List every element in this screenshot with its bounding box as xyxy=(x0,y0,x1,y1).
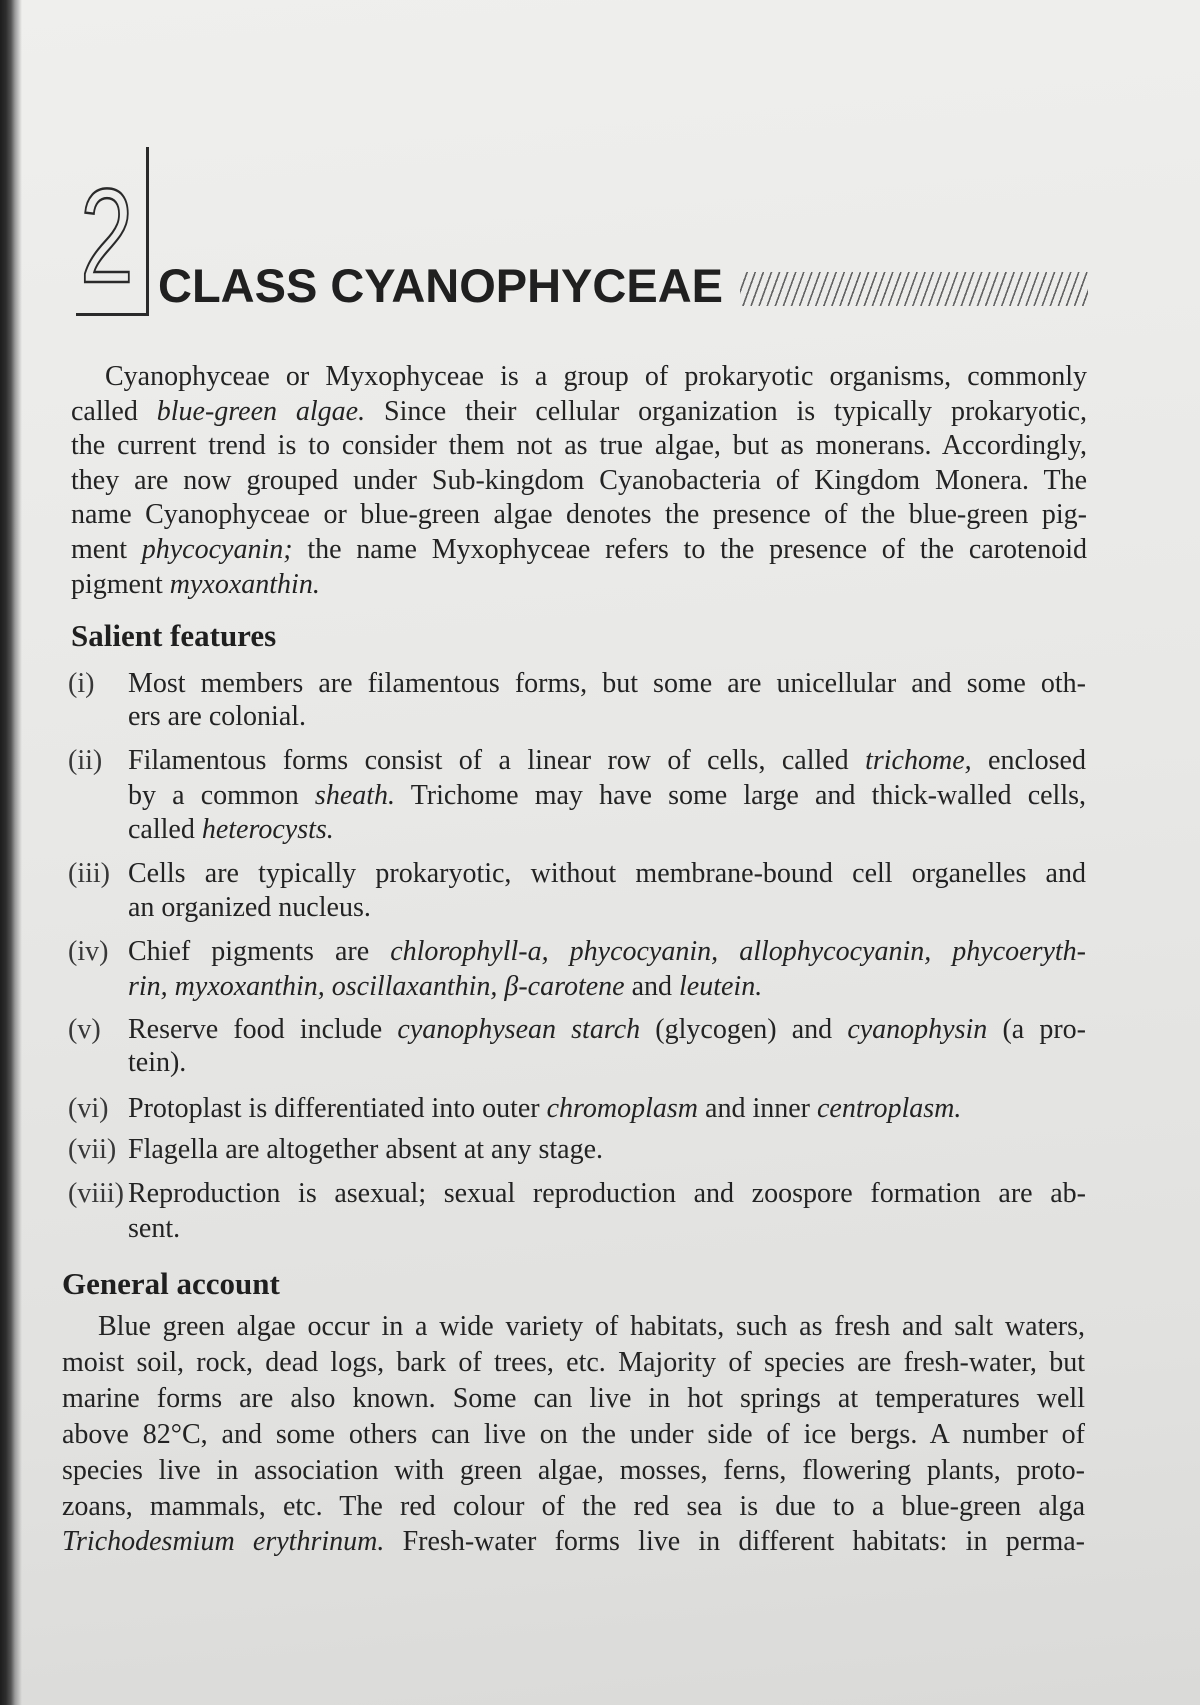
feature-line xyxy=(128,1211,1086,1246)
text-run: Trichome may have some large and thick-walled cells, xyxy=(395,780,1086,811)
feature-label: (vi) xyxy=(68,1093,109,1124)
italic-term: sheath. xyxy=(314,780,396,811)
feature-line xyxy=(128,1091,1086,1126)
text-run: called xyxy=(128,814,202,845)
text-run: above 82°C, and some others can live on the under side of ice bergs. A number of xyxy=(62,1419,1085,1450)
italic-term: blue-green algae. xyxy=(156,396,366,427)
text-run: Filamentous forms consist of a linear row of cells, called xyxy=(128,745,866,776)
feature-line xyxy=(128,1045,1086,1080)
feature-line xyxy=(128,969,1086,1004)
italic-term: chromoplasm xyxy=(546,1093,699,1124)
feature-line xyxy=(128,1176,1086,1211)
general-account-line xyxy=(62,1345,1085,1380)
feature-line xyxy=(128,856,1086,891)
text-run: Most members are filamentous forms, but some are unicellular and some oth- xyxy=(128,668,1086,699)
section-heading-salient-features: Salient features xyxy=(71,618,277,653)
text-run: Fresh-water forms live in different habitats: in perma- xyxy=(384,1526,1085,1557)
intro-line xyxy=(71,497,1087,532)
italic-term: rin, myxoxanthin, oscillaxanthin, β-carotene xyxy=(128,971,625,1002)
chapter-number-vertical-rule xyxy=(146,147,149,316)
general-account-line xyxy=(62,1489,1085,1524)
text-run: ment xyxy=(71,534,142,565)
feature-label: (ii) xyxy=(68,745,103,776)
italic-term: phycocyanin; xyxy=(141,534,293,565)
italic-term: leutein. xyxy=(679,971,763,1002)
feature-label: (vii) xyxy=(68,1134,117,1165)
text-run: Cyanophyceae or Myxophyceae is a group of prokaryotic organisms, commonly xyxy=(105,361,1087,392)
feature-label: (viii) xyxy=(68,1178,124,1209)
text-run: (a pro- xyxy=(987,1014,1086,1045)
text-run: Chief pigments are xyxy=(128,936,391,967)
italic-term: myxoxanthin. xyxy=(169,569,320,600)
italic-term: chlorophyll-a, phycocyanin, allophycocyanin, phycoeryth- xyxy=(390,936,1086,967)
italic-term: cyanophysin xyxy=(847,1014,988,1045)
text-run: Protoplast is differentiated into outer xyxy=(128,1093,547,1124)
text-run: they are now grouped under Sub-kingdom Cyanobacteria of Kingdom Monera. The xyxy=(71,465,1087,496)
text-run: Since their cellular organization is typically prokaryotic, xyxy=(365,396,1087,427)
general-account-line xyxy=(62,1381,1085,1416)
feature-line xyxy=(128,743,1086,778)
text-run: species live in association with green algae, mosses, ferns, flowering plants, proto- xyxy=(62,1455,1085,1486)
italic-term: trichome, xyxy=(865,745,972,776)
text-run: the current trend is to consider them not as true algae, but as monerans. Accordingly, xyxy=(71,430,1087,461)
text-run: by a common xyxy=(128,780,315,811)
chapter-number-horizontal-rule xyxy=(76,313,149,316)
italic-term: cyanophysean starch xyxy=(397,1014,641,1045)
feature-line xyxy=(128,1012,1086,1047)
intro-line xyxy=(71,463,1087,498)
feature-line xyxy=(128,699,1086,734)
intro-line xyxy=(71,394,1087,429)
italic-term: centroplasm. xyxy=(817,1093,962,1124)
feature-line xyxy=(128,812,1086,847)
feature-label: (iv) xyxy=(68,936,109,967)
text-run: Reserve food include xyxy=(128,1014,398,1045)
intro-line xyxy=(71,428,1087,463)
text-run: Reproduction is asexual; sexual reproduction and zoospore formation are ab- xyxy=(128,1178,1086,1209)
section-heading-general-account: General account xyxy=(62,1266,280,1301)
intro-line xyxy=(105,359,1087,394)
chapter-title: CLASS CYANOPHYCEAE xyxy=(158,259,723,312)
feature-line xyxy=(128,778,1086,813)
text-run: Blue green algae occur in a wide variety of habitats, such as fresh and salt waters, xyxy=(98,1311,1085,1342)
text-run: Flagella are altogether absent at any stage. xyxy=(128,1134,604,1165)
text-run: called xyxy=(71,396,157,427)
intro-line xyxy=(71,567,1087,602)
general-account-line xyxy=(62,1453,1085,1488)
text-run: the name Myxophyceae refers to the presence of the carotenoid xyxy=(292,534,1087,565)
text-run: moist soil, rock, dead logs, bark of trees, etc. Majority of species are fresh-water, but xyxy=(62,1347,1085,1378)
text-run: an organized nucleus. xyxy=(128,892,371,923)
text-run: and xyxy=(624,971,680,1002)
text-run: sent. xyxy=(128,1213,181,1244)
feature-line xyxy=(128,666,1086,701)
feature-label: (v) xyxy=(68,1014,101,1045)
text-run: Cells are typically prokaryotic, without membrane-bound cell organelles and xyxy=(128,858,1086,889)
general-account-line xyxy=(62,1524,1085,1559)
text-run: enclosed xyxy=(971,745,1086,776)
general-account-line xyxy=(62,1417,1085,1452)
title-hatch-decoration xyxy=(740,272,1088,306)
text-run: marine forms are also known. Some can live in hot springs at temperatures well xyxy=(62,1383,1085,1414)
feature-label: (iii) xyxy=(68,858,110,889)
text-run: zoans, mammals, etc. The red colour of the red sea is due to a blue-green alga xyxy=(62,1491,1085,1522)
feature-line xyxy=(128,934,1086,969)
feature-label: (i) xyxy=(68,668,95,699)
text-run: tein). xyxy=(128,1047,187,1078)
text-run: ers are colonial. xyxy=(128,701,307,732)
italic-term: Trichodesmium erythrinum. xyxy=(62,1526,385,1557)
general-account-line xyxy=(98,1309,1085,1344)
intro-line xyxy=(71,532,1087,567)
page-binding-edge xyxy=(0,0,22,1705)
italic-term: heterocysts. xyxy=(201,814,334,845)
feature-line xyxy=(128,890,1086,925)
feature-line xyxy=(128,1132,1086,1167)
chapter-number: 2 xyxy=(80,162,134,311)
text-run: (glycogen) and xyxy=(640,1014,848,1045)
text-run: pigment xyxy=(71,569,170,600)
text-run: and inner xyxy=(698,1093,817,1124)
text-run: name Cyanophyceae or blue-green algae denotes the presence of the blue-green pig- xyxy=(71,499,1087,530)
